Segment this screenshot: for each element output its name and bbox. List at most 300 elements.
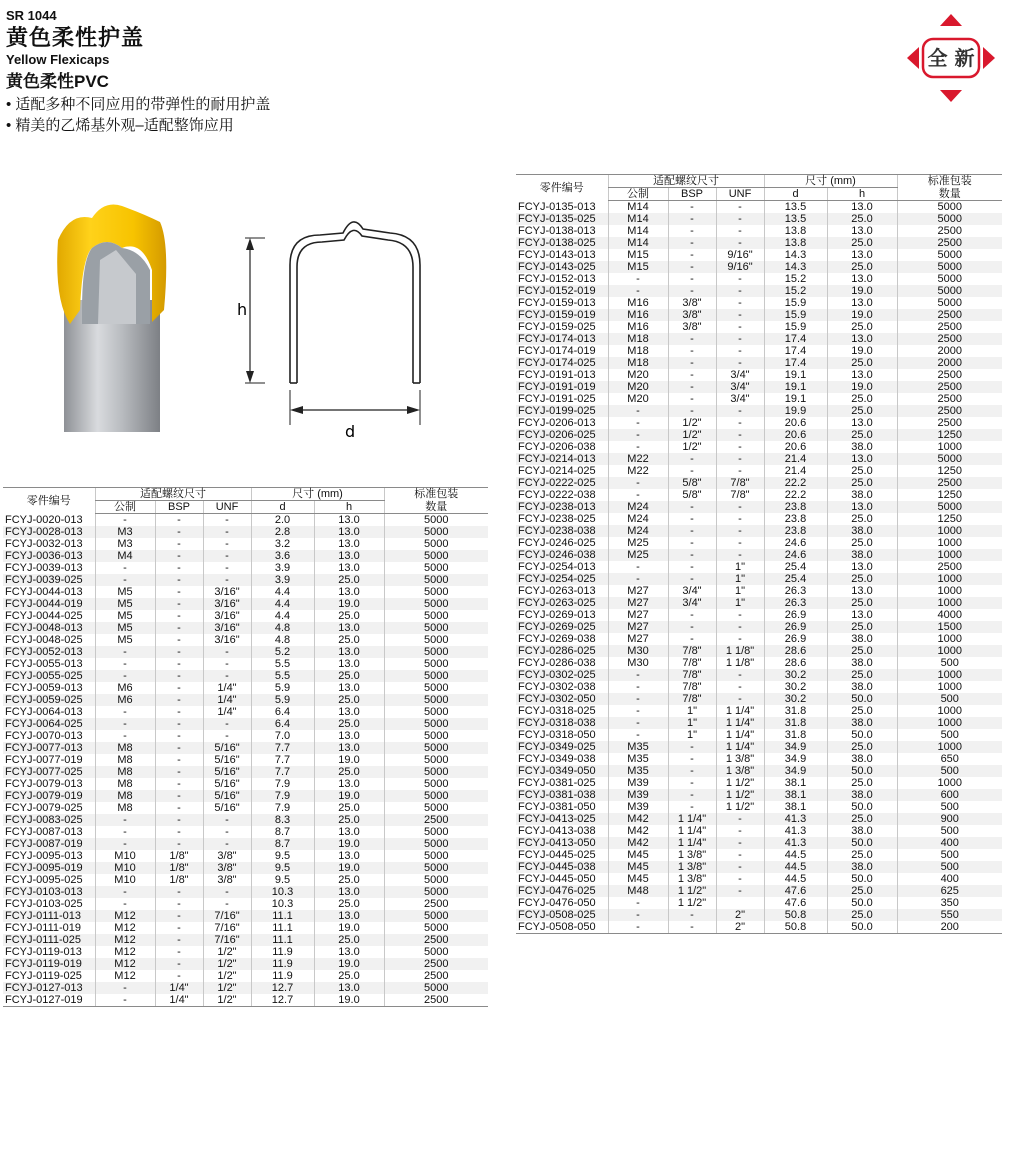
bsp-thread-cell: - [668, 333, 716, 345]
height-h-cell: 38.0 [827, 633, 897, 645]
diameter-d-cell: 4.4 [251, 586, 314, 598]
part-number-cell: FCYJ-0302-038 [518, 681, 596, 693]
unf-thread-cell: 1 1/4" [716, 705, 764, 717]
bsp-thread-cell: - [668, 741, 716, 753]
part-number-cell: FCYJ-0052-013 [3, 646, 95, 658]
table-row [516, 705, 1002, 717]
part-number-cell: FCYJ-0381-025 [518, 777, 596, 789]
unf-thread-cell: - [203, 514, 251, 527]
height-h-cell: 13.0 [314, 562, 384, 574]
table-row [516, 609, 1002, 621]
part-number-cell: FCYJ-0087-013 [5, 826, 83, 838]
bsp-thread-cell: - [155, 598, 203, 610]
part-number-cell: FCYJ-0077-013 [3, 742, 95, 754]
diameter-d-cell: 44.5 [764, 849, 827, 861]
table-row [516, 213, 1002, 225]
table-row [516, 729, 1002, 741]
height-h-cell: 50.0 [827, 921, 897, 934]
diameter-d-cell: 28.6 [764, 645, 827, 657]
diameter-d-cell: 7.7 [251, 754, 314, 766]
table-row [516, 585, 1002, 597]
table-row [516, 285, 1002, 297]
diameter-d-cell: 15.2 [764, 285, 827, 297]
metric-thread-cell: M3 [95, 538, 155, 550]
unf-thread-cell: - [716, 237, 764, 249]
part-number-cell: FCYJ-0119-025 [5, 970, 82, 982]
height-h-cell: 13.0 [314, 682, 384, 694]
pack-qty-cell: 400 [897, 837, 1002, 849]
table-row [3, 682, 488, 694]
metric-thread-cell: M14 [608, 201, 668, 214]
diameter-d-cell: 47.6 [764, 885, 827, 897]
diameter-d-cell: 5.5 [251, 670, 314, 682]
diameter-d-cell: 31.8 [764, 705, 827, 717]
unf-thread-cell: - [716, 273, 764, 285]
metric-thread-cell: M18 [608, 333, 668, 345]
height-h-cell: 25.0 [827, 813, 897, 825]
height-h-cell: 25.0 [827, 621, 897, 633]
pack-qty-cell: 1250 [897, 465, 1002, 477]
height-h-cell: 25.0 [314, 670, 384, 682]
bsp-thread-cell: - [155, 778, 203, 790]
diameter-d-cell: 14.3 [764, 249, 827, 261]
metric-thread-cell: M15 [608, 249, 668, 261]
height-h-cell: 25.0 [314, 934, 384, 946]
pack-qty-cell: 2500 [897, 321, 1002, 333]
height-h-cell: 13.0 [314, 910, 384, 922]
table-row [516, 357, 1002, 369]
diameter-d-cell: 34.9 [764, 765, 827, 777]
metric-thread-cell: M35 [608, 753, 668, 765]
table-row [3, 586, 488, 598]
bsp-thread-cell: - [155, 562, 203, 574]
badge-arrow-left-icon [907, 47, 919, 69]
part-number-cell: FCYJ-0349-050 [516, 765, 608, 777]
bsp-thread-cell: 1 1/2" [668, 897, 716, 909]
height-h-cell: 25.0 [314, 634, 384, 646]
unf-thread-cell: 1 1/4" [716, 729, 764, 741]
unf-thread-cell: 7/16" [203, 910, 251, 922]
table-row [3, 754, 488, 766]
pack-qty-cell: 500 [897, 729, 1002, 741]
pack-qty-cell: 2500 [897, 393, 1002, 405]
unf-thread-cell: 1 1/2" [716, 777, 764, 789]
table-row [516, 429, 1002, 441]
pack-qty-cell: 2500 [384, 898, 488, 910]
bsp-thread-cell: 3/4" [668, 585, 716, 597]
part-number-cell: FCYJ-0095-025 [5, 874, 83, 886]
diameter-d-cell: 3.9 [251, 562, 314, 574]
pack-qty-cell: 2500 [384, 970, 488, 982]
part-number-cell: FCYJ-0191-025 [518, 393, 596, 405]
unf-thread-cell [716, 897, 764, 909]
diameter-d-cell: 38.1 [764, 777, 827, 789]
part-number-cell: FCYJ-0103-025 [5, 898, 83, 910]
bsp-thread-cell: - [155, 682, 203, 694]
table-row [3, 538, 488, 550]
metric-thread-cell: M30 [608, 645, 668, 657]
height-h-cell: 25.0 [314, 574, 384, 586]
height-h-cell: 19.0 [314, 790, 384, 802]
table-row [516, 537, 1002, 549]
part-number-cell: FCYJ-0174-025 [516, 357, 608, 369]
bsp-thread-cell: - [668, 261, 716, 273]
diameter-d-cell: 5.9 [251, 694, 314, 706]
bsp-thread-cell: - [668, 609, 716, 621]
part-number-cell: FCYJ-0508-025 [516, 909, 608, 921]
table-row [3, 802, 488, 814]
pack-qty-cell: 500 [897, 849, 1002, 861]
part-number-cell: FCYJ-0070-013 [5, 730, 83, 742]
bsp-thread-cell: - [155, 838, 203, 850]
pack-qty-cell: 1000 [897, 585, 1002, 597]
pack-qty-cell: 5000 [897, 501, 1002, 513]
pack-qty-cell: 5000 [384, 718, 488, 730]
table-row [516, 225, 1002, 237]
height-h-cell: 38.0 [827, 657, 897, 669]
bsp-thread-cell: - [668, 573, 716, 585]
bsp-thread-cell: - [668, 225, 716, 237]
unf-thread-cell: - [203, 574, 251, 586]
header-thread-size: 适配螺纹尺寸 [95, 488, 251, 501]
part-number-cell: FCYJ-0214-025 [518, 465, 596, 477]
bsp-thread-cell: 3/4" [668, 597, 716, 609]
unf-thread-cell: - [716, 429, 764, 441]
badge-arrow-up-icon [940, 14, 962, 26]
part-number-cell: FCYJ-0238-025 [518, 513, 596, 525]
bsp-thread-cell: 1/8" [155, 862, 203, 874]
unf-thread-cell: 3/8" [203, 874, 251, 886]
diameter-d-cell: 7.0 [251, 730, 314, 742]
unf-thread-cell: - [716, 213, 764, 225]
part-number-cell: FCYJ-0044-013 [5, 586, 83, 598]
unf-thread-cell: 5/16" [203, 802, 251, 814]
metric-thread-cell: M42 [608, 813, 668, 825]
diameter-d-cell: 2.0 [251, 514, 314, 527]
header-dimension: 尺寸 (mm) [764, 175, 897, 188]
part-number-cell: FCYJ-0048-025 [5, 634, 83, 646]
pack-qty-cell: 5000 [384, 874, 488, 886]
part-number-cell: FCYJ-0174-013 [516, 333, 608, 345]
table-row [516, 921, 1002, 934]
diameter-d-cell: 11.9 [251, 958, 314, 970]
bsp-thread-cell: - [668, 753, 716, 765]
bsp-thread-cell: - [668, 201, 716, 214]
height-h-cell: 13.0 [314, 730, 384, 742]
diameter-d-cell: 10.3 [251, 898, 314, 910]
height-h-cell: 50.0 [827, 801, 897, 813]
product-title-cn: 黄色柔性护盖 [6, 25, 145, 50]
table-row [516, 477, 1002, 489]
metric-thread-cell: M20 [608, 369, 668, 381]
pack-qty-cell: 5000 [384, 730, 488, 742]
bsp-thread-cell: 1" [668, 717, 716, 729]
metric-thread-cell: M6 [95, 682, 155, 694]
metric-thread-cell: M16 [608, 297, 668, 309]
unf-thread-cell: - [716, 609, 764, 621]
part-number-cell: FCYJ-0119-013 [5, 946, 82, 958]
diameter-d-cell: 9.5 [251, 874, 314, 886]
unf-thread-cell: 1/2" [203, 970, 251, 982]
part-number-cell: FCYJ-0222-025 [516, 477, 608, 489]
bsp-thread-cell: - [155, 550, 203, 562]
diameter-d-cell: 17.4 [764, 345, 827, 357]
header-pack-qty: 标准包装 [384, 488, 488, 501]
height-h-cell: 19.0 [314, 862, 384, 874]
part-number-cell: FCYJ-0318-025 [518, 705, 596, 717]
metric-thread-cell: M8 [95, 790, 155, 802]
metric-thread-cell: M18 [608, 345, 668, 357]
table-row [516, 717, 1002, 729]
pack-qty-cell: 1250 [897, 489, 1002, 501]
height-h-cell: 13.0 [827, 297, 897, 309]
unf-thread-cell: - [716, 465, 764, 477]
table-row [3, 730, 488, 742]
unf-thread-cell: - [716, 537, 764, 549]
diameter-d-cell: 31.8 [764, 717, 827, 729]
table-row [516, 669, 1002, 681]
metric-thread-cell: M8 [95, 766, 155, 778]
bsp-thread-cell: - [155, 826, 203, 838]
diameter-d-cell: 19.9 [764, 405, 827, 417]
bsp-thread-cell: 1/2" [668, 417, 716, 429]
pack-qty-cell: 5000 [384, 778, 488, 790]
part-number-cell: FCYJ-0263-025 [516, 597, 608, 609]
height-h-cell: 25.0 [827, 477, 897, 489]
pack-qty-cell: 2500 [897, 561, 1002, 573]
table-row [516, 765, 1002, 777]
metric-thread-cell: M42 [608, 837, 668, 849]
part-number-cell: FCYJ-0206-025 [516, 429, 608, 441]
bsp-thread-cell: - [668, 465, 716, 477]
part-number-cell: FCYJ-0263-013 [518, 585, 596, 597]
part-number-cell: FCYJ-0083-025 [3, 814, 95, 826]
table-row [3, 814, 488, 826]
height-h-cell: 13.0 [314, 826, 384, 838]
part-number-cell: FCYJ-0048-013 [3, 622, 95, 634]
pack-qty-cell: 5000 [384, 526, 488, 538]
height-h-cell: 13.0 [827, 585, 897, 597]
unf-thread-cell: - [716, 813, 764, 825]
diameter-d-cell: 9.5 [251, 862, 314, 874]
unf-thread-cell: - [716, 681, 764, 693]
metric-thread-cell: M12 [95, 922, 155, 934]
pack-qty-cell: 5000 [384, 946, 488, 958]
part-number-cell: FCYJ-0349-025 [516, 741, 608, 753]
height-h-cell: 50.0 [827, 873, 897, 885]
bsp-thread-cell: 1 1/4" [668, 813, 716, 825]
unf-thread-cell: 1/2" [203, 982, 251, 994]
table-row [3, 718, 488, 730]
table-row [516, 573, 1002, 585]
bsp-thread-cell: 3/8" [668, 321, 716, 333]
height-h-cell: 38.0 [827, 789, 897, 801]
unf-thread-cell: - [716, 513, 764, 525]
table-row [3, 742, 488, 754]
header-qty: 数量 [897, 188, 1002, 201]
bsp-thread-cell: 1/4" [155, 982, 203, 994]
diameter-d-cell: 15.9 [764, 321, 827, 333]
pack-qty-cell: 5000 [384, 514, 488, 527]
unf-thread-cell: - [203, 898, 251, 910]
part-number-cell: FCYJ-0222-038 [518, 489, 596, 501]
diameter-d-cell: 11.9 [251, 946, 314, 958]
part-number-cell: FCYJ-0238-038 [516, 525, 608, 537]
diameter-d-cell: 47.6 [764, 897, 827, 909]
diameter-d-cell: 20.6 [764, 417, 827, 429]
metric-thread-cell: M5 [95, 586, 155, 598]
part-number-cell: FCYJ-0020-013 [5, 513, 83, 526]
metric-thread-cell: M8 [95, 754, 155, 766]
part-number-cell: FCYJ-0269-025 [516, 621, 608, 633]
bsp-thread-cell: 7/8" [668, 681, 716, 693]
height-h-cell: 19.0 [314, 838, 384, 850]
pack-qty-cell: 5000 [897, 453, 1002, 465]
table-row [516, 837, 1002, 849]
header-part-number: 零件编号 [516, 175, 608, 201]
pack-qty-cell: 5000 [897, 285, 1002, 297]
bsp-thread-cell: - [668, 237, 716, 249]
diameter-d-cell: 23.8 [764, 513, 827, 525]
bsp-thread-cell: - [155, 622, 203, 634]
table-row [3, 514, 488, 527]
height-h-cell: 13.0 [314, 514, 384, 527]
diameter-d-cell: 26.9 [764, 633, 827, 645]
unf-thread-cell: 1 1/4" [716, 717, 764, 729]
table-row [3, 850, 488, 862]
pack-qty-cell: 200 [897, 921, 1002, 934]
metric-thread-cell: M12 [95, 958, 155, 970]
height-h-cell: 25.0 [827, 237, 897, 249]
unf-thread-cell: 1 1/2" [716, 801, 764, 813]
part-number-cell: FCYJ-0143-013 [518, 249, 596, 261]
part-number-cell: FCYJ-0381-038 [516, 789, 608, 801]
diameter-d-cell: 23.8 [764, 525, 827, 537]
unf-thread-cell: 1 1/4" [716, 741, 764, 753]
unf-thread-cell: - [716, 825, 764, 837]
height-h-cell: 25.0 [827, 741, 897, 753]
bsp-thread-cell: - [155, 946, 203, 958]
bsp-thread-cell: - [155, 742, 203, 754]
bsp-thread-cell: - [155, 646, 203, 658]
diameter-d-cell: 3.2 [251, 538, 314, 550]
table-row [516, 873, 1002, 885]
unf-thread-cell: 9/16" [716, 261, 764, 273]
diameter-d-cell: 26.9 [764, 621, 827, 633]
pack-qty-cell: 5000 [897, 273, 1002, 285]
diameter-d-cell: 26.3 [764, 597, 827, 609]
bsp-thread-cell: - [668, 561, 716, 573]
part-number-cell: FCYJ-0214-013 [516, 453, 608, 465]
part-number-cell: FCYJ-0445-025 [518, 849, 596, 861]
part-number-cell: FCYJ-0246-025 [518, 537, 596, 549]
unf-thread-cell: 2" [716, 921, 764, 934]
part-number-cell: FCYJ-0199-025 [516, 405, 608, 417]
unf-thread-cell: 5/16" [203, 754, 251, 766]
product-photo [52, 200, 172, 432]
unf-thread-cell: 7/8" [716, 477, 764, 489]
table-row [3, 634, 488, 646]
part-number-cell: FCYJ-0508-050 [516, 921, 608, 934]
pack-qty-cell: 5000 [384, 790, 488, 802]
diameter-d-cell: 30.2 [764, 681, 827, 693]
bsp-thread-cell: 7/8" [668, 657, 716, 669]
metric-thread-cell: M10 [95, 850, 155, 862]
unf-thread-cell: 2" [716, 909, 764, 921]
spec-table-left [3, 487, 488, 1007]
table-row [3, 874, 488, 886]
bsp-thread-cell: - [668, 765, 716, 777]
diameter-label: d [345, 422, 356, 441]
height-h-cell: 25.0 [314, 766, 384, 778]
metric-thread-cell: - [608, 693, 668, 705]
part-number-cell: FCYJ-0413-050 [516, 837, 608, 849]
pack-qty-cell: 5000 [384, 802, 488, 814]
diameter-d-cell: 38.1 [764, 801, 827, 813]
part-number-cell: FCYJ-0269-013 [518, 609, 596, 621]
bsp-thread-cell: - [668, 405, 716, 417]
diameter-d-cell: 24.6 [764, 537, 827, 549]
pack-qty-cell: 600 [897, 789, 1002, 801]
metric-thread-cell: M8 [95, 802, 155, 814]
pack-qty-cell: 5000 [384, 742, 488, 754]
bsp-thread-cell: 1 1/4" [668, 825, 716, 837]
part-number-cell: FCYJ-0413-025 [516, 813, 608, 825]
unf-thread-cell: 1 1/8" [716, 645, 764, 657]
unf-thread-cell: - [203, 814, 251, 826]
diameter-d-cell: 11.9 [251, 970, 314, 982]
metric-thread-cell: M22 [608, 453, 668, 465]
unf-thread-cell: - [716, 405, 764, 417]
height-h-cell: 25.0 [314, 694, 384, 706]
height-h-cell: 38.0 [827, 753, 897, 765]
metric-thread-cell: M24 [608, 525, 668, 537]
pack-qty-cell: 1000 [897, 525, 1002, 537]
height-h-cell: 19.0 [314, 598, 384, 610]
table-row [516, 405, 1002, 417]
part-number-cell: FCYJ-0269-038 [518, 633, 596, 645]
diameter-d-cell: 15.9 [764, 297, 827, 309]
part-number-cell: FCYJ-0476-025 [516, 885, 608, 897]
header-part-number: 零件编号 [3, 488, 95, 514]
diameter-d-cell: 19.1 [764, 393, 827, 405]
metric-thread-cell: M12 [95, 934, 155, 946]
height-h-cell: 25.0 [314, 898, 384, 910]
header-bsp: BSP [668, 188, 716, 201]
height-h-cell: 13.0 [827, 501, 897, 513]
metric-thread-cell: M3 [95, 526, 155, 538]
part-number-cell: FCYJ-0286-025 [516, 645, 608, 657]
metric-thread-cell: - [608, 717, 668, 729]
diameter-d-cell: 25.4 [764, 573, 827, 585]
pack-qty-cell: 5000 [384, 610, 488, 622]
diameter-d-cell: 7.7 [251, 766, 314, 778]
diameter-d-cell: 19.1 [764, 381, 827, 393]
unf-thread-cell: 7/16" [203, 922, 251, 934]
height-h-cell: 25.0 [314, 802, 384, 814]
table-row [516, 693, 1002, 705]
unf-thread-cell: 9/16" [716, 249, 764, 261]
part-number-cell: FCYJ-0159-019 [516, 309, 608, 321]
unf-thread-cell: - [716, 357, 764, 369]
pack-qty-cell: 5000 [384, 910, 488, 922]
metric-thread-cell: M27 [608, 633, 668, 645]
bsp-thread-cell: - [155, 970, 203, 982]
table-row [3, 622, 488, 634]
part-number-cell: FCYJ-0318-038 [516, 717, 608, 729]
height-h-cell: 13.0 [314, 550, 384, 562]
metric-thread-cell: - [95, 718, 155, 730]
